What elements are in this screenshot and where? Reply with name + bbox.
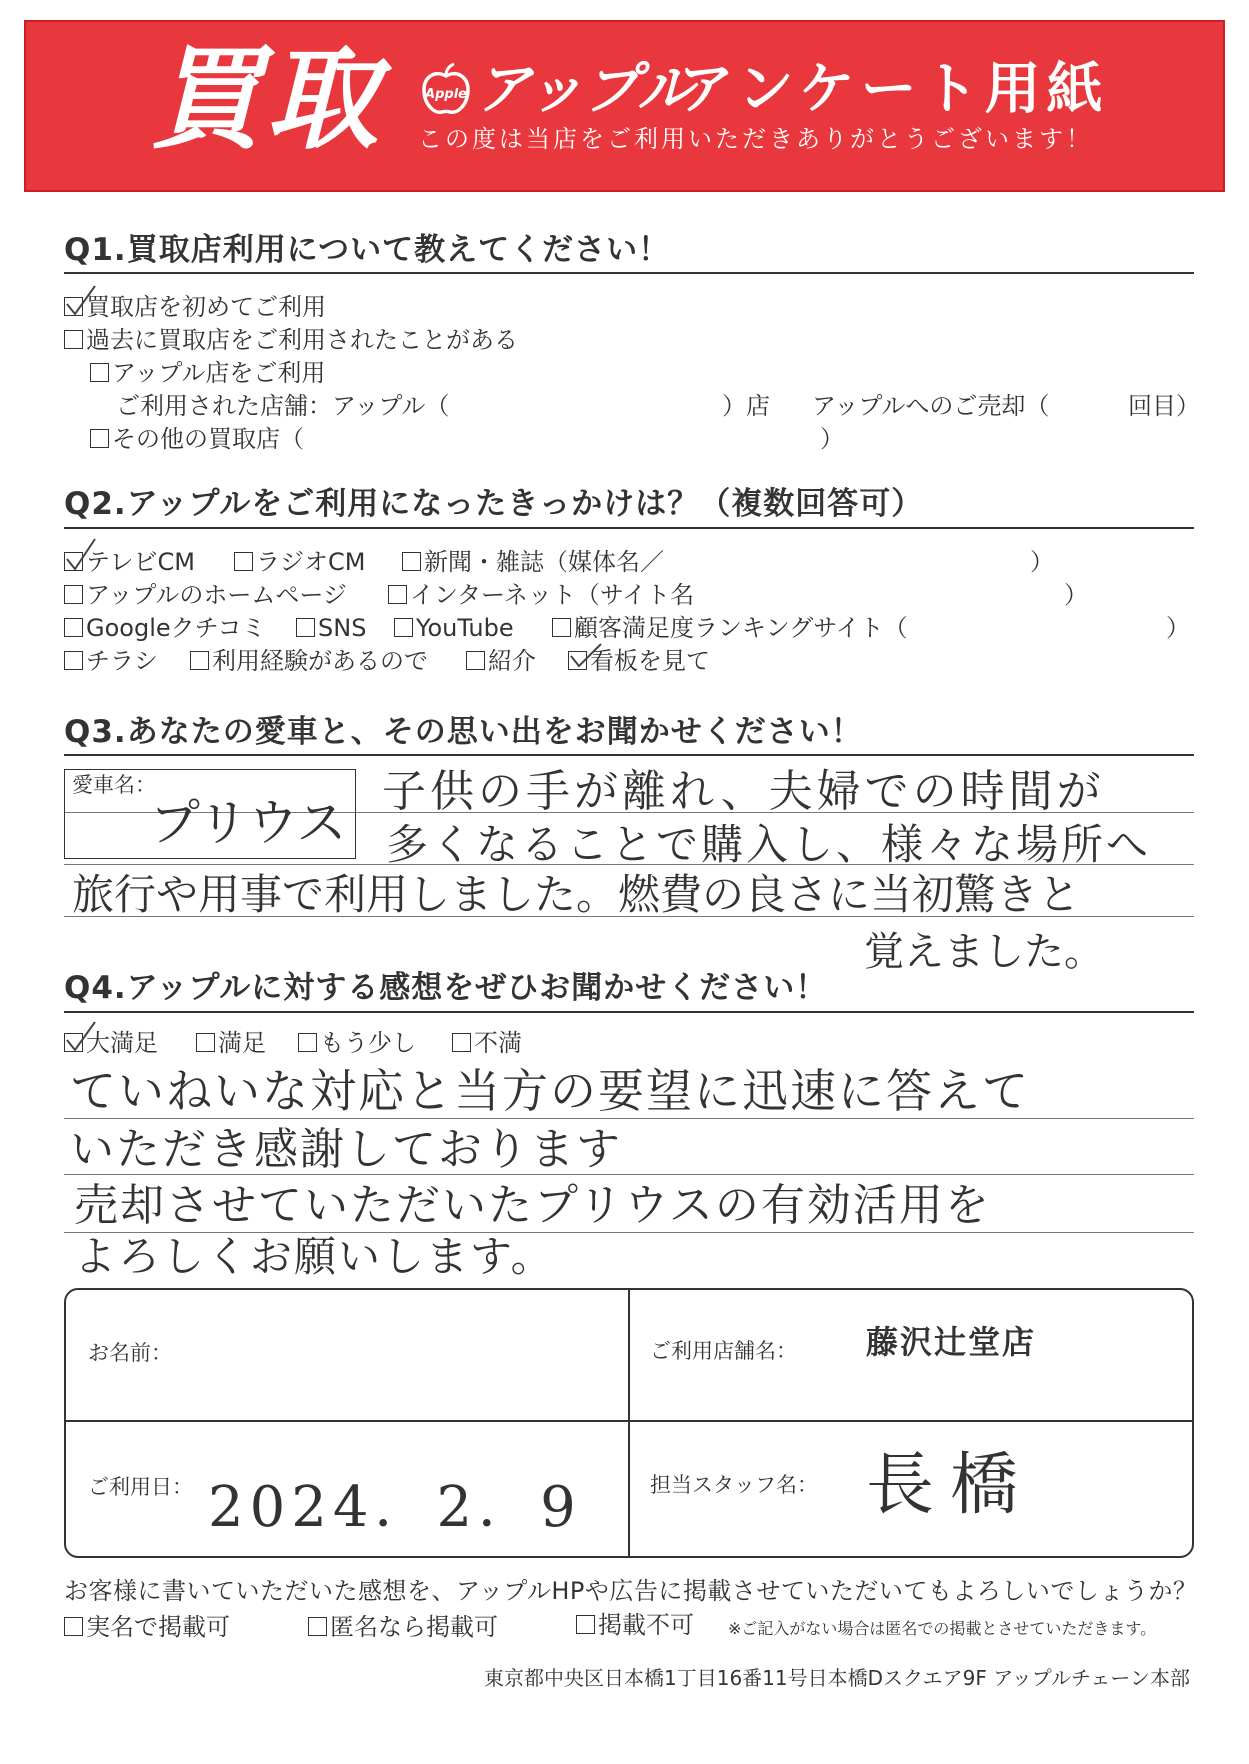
- checkbox[interactable]: [568, 651, 587, 670]
- brand-name: アップル: [475, 57, 693, 122]
- option-label: 新聞・雑誌（媒体名／: [424, 548, 664, 576]
- checkbox[interactable]: [452, 1033, 471, 1052]
- checkbox[interactable]: [190, 651, 209, 670]
- store-value: 藤沢辻堂店: [866, 1323, 1037, 1361]
- consent-option-no-publish[interactable]: [576, 1610, 694, 1640]
- option-label: ラジオCM: [256, 548, 366, 576]
- checkbox[interactable]: [402, 552, 421, 571]
- option-label: Googleクチコミ: [86, 614, 266, 642]
- info-table-divider: [628, 1288, 630, 1558]
- q3-answer-line-2: 多くなることで購入し、様々な場所へ: [386, 820, 1152, 869]
- option-label: アップル店をご利用: [112, 359, 326, 387]
- option-label: 大満足: [86, 1029, 158, 1057]
- checkbox[interactable]: [552, 618, 571, 637]
- q2-option-signboard[interactable]: [568, 646, 710, 676]
- q1-option-first-time[interactable]: [64, 292, 326, 322]
- option-label: 紹介: [488, 647, 536, 675]
- q2-row1-close: ）: [1030, 548, 1054, 576]
- option-label: 不満: [474, 1029, 522, 1057]
- checkbox[interactable]: [64, 297, 83, 316]
- q2-option-flyer[interactable]: [64, 646, 158, 676]
- q1-rule: [64, 272, 1194, 274]
- form-title: アンケート用紙: [678, 57, 1109, 122]
- q2-row2-close: ）: [1064, 581, 1088, 609]
- q4-option-satisfied[interactable]: [196, 1028, 266, 1058]
- q1-option-other[interactable]: [90, 424, 304, 454]
- q4-answer-line-4: よろしくお願いします。: [74, 1232, 555, 1281]
- consent-question: お客様に書いていただいた感想を、アップルHPや広告に掲載させていただいてもよろしいでしょうか？: [64, 1577, 1198, 1605]
- q1-sale-suffix: 回目）: [1128, 392, 1200, 420]
- q4-option-very-satisfied[interactable]: [64, 1028, 158, 1058]
- checkbox[interactable]: [64, 552, 83, 571]
- q1-option-used-before[interactable]: [64, 325, 518, 355]
- checkbox[interactable]: [298, 1033, 317, 1052]
- date-label: ご利用日：: [88, 1475, 193, 1499]
- checkbox[interactable]: [90, 363, 109, 382]
- option-label: アップルのホームページ: [86, 581, 347, 609]
- q2-option-referral[interactable]: [466, 646, 536, 676]
- q4-answer-line-3: 売却させていただいたプリウスの有効活用を: [74, 1180, 991, 1231]
- option-label: 匿名なら掲載可: [330, 1613, 498, 1641]
- staff-value: 長橋: [866, 1446, 1035, 1525]
- store-label: ご利用店舗名：: [650, 1339, 797, 1363]
- q4-option-somewhat[interactable]: [298, 1028, 416, 1058]
- checkbox[interactable]: [466, 651, 485, 670]
- q4-heading: Q4.アップルに対する感想をぜひお聞かせください！: [64, 970, 828, 1006]
- checkbox[interactable]: [64, 1033, 83, 1052]
- q1-heading: Q1.買取店利用について教えてください！: [64, 232, 671, 268]
- q2-row3-close: ）: [1166, 614, 1190, 642]
- q1-store-suffix: ）店: [722, 392, 770, 420]
- option-label: チラシ: [86, 647, 158, 675]
- checkbox[interactable]: [234, 552, 253, 571]
- option-label: テレビCM: [86, 548, 195, 576]
- checkbox[interactable]: [296, 618, 315, 637]
- q3-heading: Q3.あなたの愛車と、その思い出をお聞かせください！: [64, 714, 863, 750]
- kaitori-logo: 買取: [150, 35, 382, 165]
- apple-logo-icon: [418, 62, 474, 118]
- staff-label: 担当スタッフ名：: [650, 1473, 818, 1497]
- checkbox[interactable]: [64, 585, 83, 604]
- car-name-value: プリウス: [150, 794, 347, 852]
- option-label: 買取店を初めてご利用: [86, 293, 326, 321]
- checkbox[interactable]: [64, 330, 83, 349]
- q1-sale-prefix: アップルへのご売却（: [812, 392, 1050, 420]
- info-table-divider: [64, 1420, 1194, 1422]
- q4-ruled-line: [64, 1118, 1194, 1119]
- apple-logo-text: Apple: [425, 87, 467, 102]
- car-name-label: 愛車名：: [72, 773, 156, 797]
- q1-other-close: ）: [820, 425, 844, 453]
- checkbox[interactable]: [394, 618, 413, 637]
- checkbox[interactable]: [388, 585, 407, 604]
- checkbox[interactable]: [64, 651, 83, 670]
- q1-store-prefix: ご利用された店舗：アップル（: [116, 392, 450, 420]
- q4-answer-line-1: ていねいな対応と当方の要望に迅速に答えて: [70, 1064, 1030, 1118]
- q2-option-internet[interactable]: [388, 580, 694, 610]
- footer-address: 東京都中央区日本橋1丁目16番11号日本橋Dスクエア9F アップルチェーン本部: [484, 1666, 1191, 1690]
- q2-heading: Q2.アップルをご利用になったきっかけは？（複数回答可）: [64, 486, 924, 522]
- option-label: 満足: [218, 1029, 266, 1057]
- checkbox[interactable]: [64, 1617, 83, 1636]
- q2-option-tv-cm[interactable]: [64, 547, 195, 577]
- q2-option-youtube[interactable]: [394, 613, 514, 643]
- q2-option-sns[interactable]: [296, 613, 366, 643]
- q2-option-newspaper[interactable]: [402, 547, 664, 577]
- consent-note: ※ご記入がない場合は匿名での掲載とさせていただきます。: [728, 1619, 1157, 1638]
- checkbox[interactable]: [576, 1615, 595, 1634]
- q2-option-google-reviews[interactable]: [64, 613, 266, 643]
- checkbox[interactable]: [90, 429, 109, 448]
- option-label: もう少し: [320, 1029, 416, 1057]
- consent-option-real-name[interactable]: [64, 1612, 230, 1642]
- q3-answer-line-4: 覚えました。: [864, 929, 1104, 975]
- q2-option-experience[interactable]: [190, 646, 428, 676]
- checkbox[interactable]: [64, 618, 83, 637]
- q4-option-dissatisfied[interactable]: [452, 1028, 522, 1058]
- option-label: その他の買取店（: [112, 425, 304, 453]
- checkbox[interactable]: [196, 1033, 215, 1052]
- q3-rule: [64, 754, 1194, 756]
- form-subtitle: この度は当店をご利用いただきありがとうございます！: [418, 125, 1093, 153]
- option-label: 顧客満足度ランキングサイト（: [574, 614, 908, 642]
- q2-option-ranking-site[interactable]: [552, 613, 908, 643]
- date-value: 2024．2．9: [208, 1475, 582, 1540]
- option-label: SNS: [318, 614, 367, 642]
- q2-rule: [64, 527, 1194, 529]
- option-label: インターネット（サイト名: [410, 581, 695, 609]
- option-label: 過去に買取店をご利用されたことがある: [86, 326, 518, 354]
- q3-answer-line-3: 旅行や用事で利用しました。燃費の良さに当初驚きと: [72, 870, 1081, 919]
- name-field[interactable]: [190, 1330, 610, 1370]
- q2-option-radio-cm[interactable]: [234, 547, 365, 577]
- option-label: 看板を見て: [590, 647, 710, 675]
- q4-answer-line-2: いただき感謝しております: [70, 1124, 622, 1175]
- q4-rule: [64, 1011, 1194, 1013]
- q2-option-homepage[interactable]: [64, 580, 347, 610]
- consent-option-anonymous[interactable]: [308, 1612, 498, 1642]
- name-label: お名前：: [88, 1341, 172, 1365]
- checkbox[interactable]: [308, 1617, 327, 1636]
- option-label: 実名で掲載可: [86, 1613, 230, 1641]
- option-label: 掲載不可: [598, 1611, 694, 1639]
- option-label: YouTube: [416, 614, 514, 642]
- q3-answer-line-1: 子供の手が離れ、夫婦での時間が: [382, 766, 1105, 817]
- q1-option-apple-store[interactable]: [90, 358, 325, 388]
- option-label: 利用経験があるので: [212, 647, 428, 675]
